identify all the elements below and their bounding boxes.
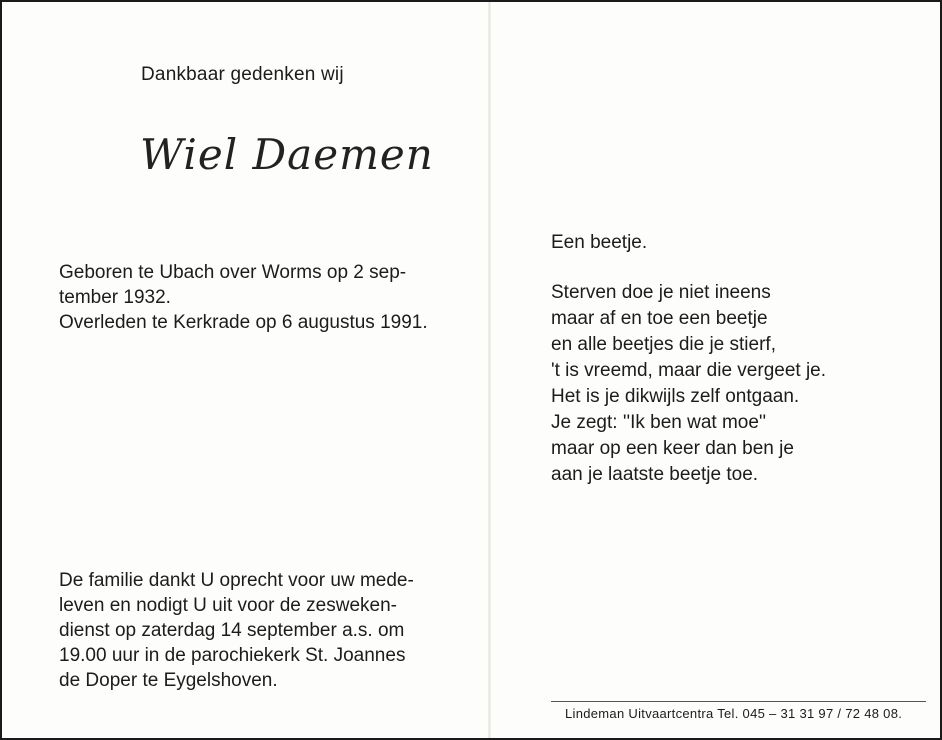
center-fold — [488, 2, 491, 738]
family-thanks-block — [59, 568, 414, 693]
footer-divider — [551, 701, 926, 702]
death-line: Overleden te Kerkrade op 6 augustus 1991. — [59, 312, 428, 333]
birth-line-2: tember 1932. — [59, 287, 171, 308]
family-line-2: leven en nodigt U uit voor de zesweken- — [59, 595, 397, 616]
poem-line: Het is je dikwijls zelf ontgaan. — [551, 386, 800, 407]
funeral-home-footer: Lindeman Uitvaartcentra Tel. 045 – 31 31 97 / 72 48 08. — [565, 706, 903, 721]
birth-line-1: Geboren te Ubach over Worms op 2 sep- — [59, 262, 407, 283]
poem-line: maar op een keer dan ben je — [551, 438, 794, 459]
birth-death-block — [59, 260, 428, 335]
poem-line: maar af en toe een beetje — [551, 308, 768, 329]
family-line-5: de Doper te Eygelshoven. — [59, 670, 278, 691]
poem-line: en alle beetjes die je stierf, — [551, 334, 776, 355]
family-line-3: dienst op zaterdag 14 september a.s. om — [59, 620, 405, 641]
poem-line: 't is vreemd, maar die vergeet je. — [551, 360, 827, 381]
poem — [551, 230, 826, 488]
family-line-4: 19.00 uur in de parochiekerk St. Joannes — [59, 645, 406, 666]
poem-line: aan je laatste beetje toe. — [551, 464, 759, 485]
poem-line: Je zegt: ''Ik ben wat moe'' — [551, 412, 767, 433]
poem-line: Sterven doe je niet ineens — [551, 282, 771, 303]
opening-line: Dankbaar gedenken wij — [141, 64, 344, 85]
family-line-1: De familie dankt U oprecht voor uw mede- — [59, 570, 414, 591]
deceased-name: Wiel Daemen — [140, 130, 434, 179]
poem-title: Een beetje. — [551, 232, 648, 253]
